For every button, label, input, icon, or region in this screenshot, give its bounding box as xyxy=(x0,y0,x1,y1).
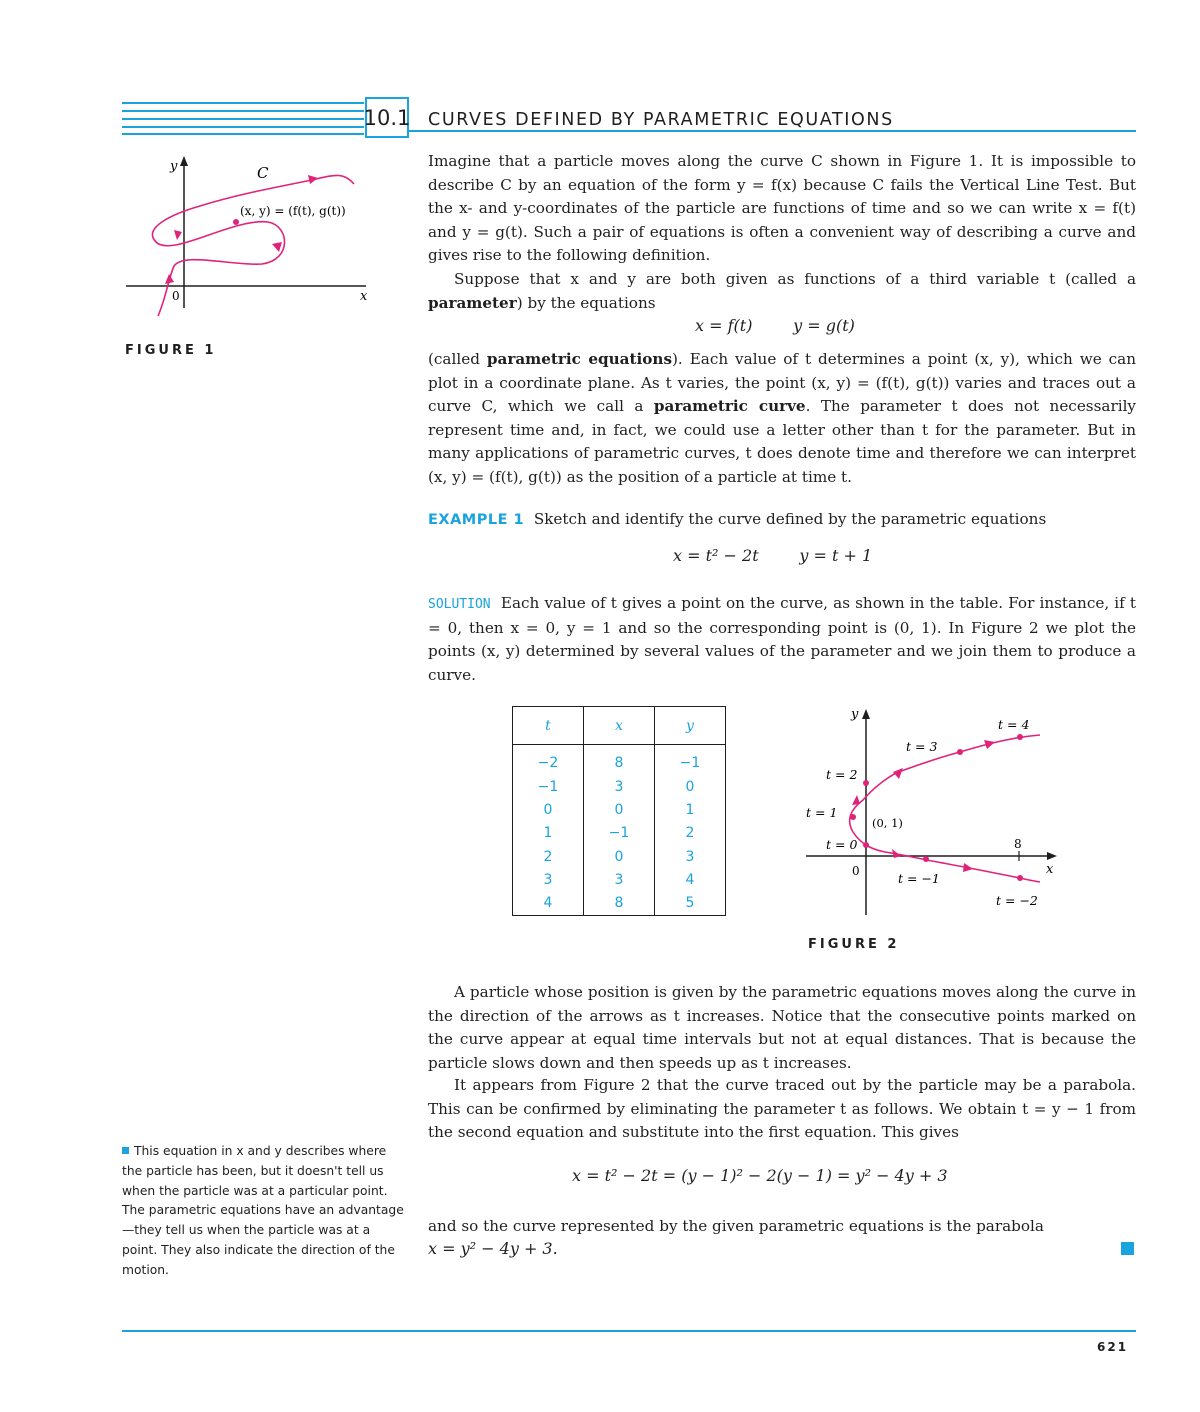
para2-pre: Suppose that x and y are both given as functions of a third variable t (called a xyxy=(454,270,1136,288)
fig1-arrow xyxy=(165,274,174,284)
table-cell: 5 xyxy=(655,892,726,916)
table-cell: 8 xyxy=(584,892,655,916)
equation-final: x = y² − 4y + 3. xyxy=(428,1239,558,1258)
paragraph-intro: Imagine that a particle moves along the curve C shown in Figure 1. It is impossible to describe C by an equation of the form y = f(x) because C fails the Vertical Line Test. But the x- and y-coordinates of the particle are functions of time and so we can write x = f(t) and y = g(t). Such a pair of equations is often a convenient way of describing a curve and gives rise to the following definition. xyxy=(428,152,1136,264)
fig2-point xyxy=(1017,875,1023,881)
fig2-point xyxy=(957,749,963,755)
fig1-curve-label: C xyxy=(257,164,269,182)
end-of-example-marker xyxy=(1121,1242,1134,1255)
paragraph-conclusion: and so the curve represented by the given parametric equations is the parabola xyxy=(428,1217,1044,1235)
section-title: CURVES DEFINED BY PARAMETRIC EQUATIONS xyxy=(428,110,894,130)
paragraph-direction: A particle whose position is given by the parametric equations moves along the curve in the direction of the arrows as t increases. Notice that the consecutive points marked on the curve appear at equal time intervals but not at equal distances. That is because the particle slows down and then speeds up as t increases. xyxy=(428,983,1136,1072)
para2-post: ) by the equations xyxy=(516,293,656,312)
figure-1 xyxy=(122,148,372,328)
header-rule xyxy=(122,126,364,128)
table-row xyxy=(513,745,726,775)
fig2-label-t2: t = 2 xyxy=(826,767,858,782)
page-number: 621 xyxy=(1097,1340,1129,1354)
header-rule xyxy=(122,118,364,120)
title-underline xyxy=(409,130,1136,132)
table-cell: 0 xyxy=(513,798,584,821)
equation-parametric-general: x = f(t) y = g(t) xyxy=(695,316,855,335)
table-cell: 4 xyxy=(655,868,726,891)
example-text: Sketch and identify the curve defined by the parametric equations xyxy=(533,510,1047,528)
fig1-point xyxy=(233,219,239,225)
table-cell: 0 xyxy=(584,845,655,868)
solution-heading: SOLUTION xyxy=(428,597,491,612)
fig2-label-t3: t = 3 xyxy=(906,739,938,754)
fig2-point xyxy=(923,856,929,862)
table-row xyxy=(513,822,726,845)
figure-2-label: FIGURE 2 xyxy=(808,937,900,952)
table-header: y xyxy=(655,707,726,745)
para3-post: . The parameter t does not necessarily represent time and, in fact, we could use a letter other than t for the parameter. But in many applications of parametric curves, t does denote time and therefore we can interpret (x, y) = (f(t), g(t)) as the position of a particle at time t. xyxy=(428,397,1137,486)
table-header-row xyxy=(513,707,726,745)
table-row xyxy=(513,892,726,916)
table-cell: 4 xyxy=(513,892,584,916)
table-cell: 0 xyxy=(584,798,655,821)
paragraph-parameter-def xyxy=(428,268,1136,315)
fig2-tick-label: 8 xyxy=(1014,837,1022,851)
fig2-arrow xyxy=(984,740,995,749)
header-rule xyxy=(122,110,364,112)
table-cell: 3 xyxy=(655,845,726,868)
fig2-point-label: (0, 1) xyxy=(872,816,903,830)
fig1-curve xyxy=(152,175,354,316)
equation-example-1: x = t² − 2t y = t + 1 xyxy=(673,546,873,565)
table-row xyxy=(513,845,726,868)
fig1-origin: 0 xyxy=(172,289,180,303)
footer-rule xyxy=(122,1330,1136,1332)
fig1-arrow xyxy=(174,230,182,240)
example-1 xyxy=(428,508,1136,533)
fig2-arrow xyxy=(852,795,860,805)
table-row xyxy=(513,868,726,891)
fig2-point xyxy=(863,780,869,786)
table-cell: 3 xyxy=(584,775,655,798)
table-cell: 2 xyxy=(513,845,584,868)
margin-note xyxy=(122,1142,407,1281)
table-row xyxy=(513,775,726,798)
fig2-parabola xyxy=(850,735,1040,882)
fig2-label-t0: t = 0 xyxy=(826,837,858,852)
example-heading: EXAMPLE 1 xyxy=(428,512,525,528)
table-cell: −2 xyxy=(513,745,584,775)
table-cell: 1 xyxy=(655,798,726,821)
note-bullet xyxy=(122,1147,129,1154)
fig1-y-label: y xyxy=(170,159,178,174)
section-number: 10.1 xyxy=(365,97,409,138)
table-cell: 2 xyxy=(655,822,726,845)
table-header: x xyxy=(584,707,655,745)
fig2-origin: 0 xyxy=(852,864,860,878)
table-cell: 3 xyxy=(584,868,655,891)
table-cell: −1 xyxy=(584,822,655,845)
fig2-label-t1: t = 1 xyxy=(806,805,838,820)
table-cell: −1 xyxy=(513,775,584,798)
table-header: t xyxy=(513,707,584,745)
table-cell: 0 xyxy=(655,775,726,798)
para3-bold2: parametric curve xyxy=(653,397,806,415)
fig1-arrow xyxy=(272,242,282,252)
table-cell: 1 xyxy=(513,822,584,845)
table-cell: 8 xyxy=(584,745,655,775)
fig2-x-label: x xyxy=(1046,862,1054,877)
solution-text: Each value of t gives a point on the curve, as shown in the table. For instance, if t = 0, then x = 0, y = 1 and so the corresponding point is (0, 1). In Figure 2 we plot the points (x, y) determined by several values of the parameter and we join them to produce a curve. xyxy=(428,594,1137,684)
figure-2 xyxy=(800,700,1070,920)
paragraph-eliminate: It appears from Figure 2 that the curve traced out by the particle may be a parabola. This can be confirmed by eliminating the parameter t as follows. We obtain t = y − 1 from the second equation and substitute into the first equation. This gives xyxy=(428,1076,1136,1141)
para3-bold1: parametric equations xyxy=(486,350,672,368)
fig2-point xyxy=(863,842,869,848)
header-rule xyxy=(122,102,364,104)
fig1-point-label: (x, y) = (f(t), g(t)) xyxy=(240,204,346,218)
figure-1-label: FIGURE 1 xyxy=(125,343,217,358)
para3-mid: ). Each value of t determines a point (x, y), which we can plot in a coordinate plane. As t varies, the point (x, y) = (f(t), g(t)) varies and traces out a curve C, which we call a xyxy=(428,350,1136,415)
para3-pre: (called xyxy=(428,350,487,368)
equation-elimination: x = t² − 2t = (y − 1)² − 2(y − 1) = y² − 4y + 3 xyxy=(572,1166,948,1185)
fig2-label-tm2: t = −2 xyxy=(996,893,1038,908)
fig1-x-label: x xyxy=(360,289,368,304)
table-cell: −1 xyxy=(655,745,726,775)
fig2-label-t4: t = 4 xyxy=(998,717,1030,732)
table-row xyxy=(513,798,726,821)
paragraph-parametric-curve xyxy=(428,348,1136,489)
margin-note-text: This equation in x and y describes where the particle has been, but it doesn't tell us when the particle was at a particular point. The parametric equations have an advantage—they tell us when the particle was at a point. They also indicate the direction of the motion. xyxy=(122,1144,404,1277)
header-rule xyxy=(122,133,364,135)
solution-paragraph xyxy=(428,592,1136,687)
fig2-point xyxy=(850,814,856,820)
fig2-arrow xyxy=(963,863,973,872)
fig2-y-label: y xyxy=(851,707,859,722)
para2-bold: parameter xyxy=(428,293,517,312)
values-table xyxy=(512,706,726,916)
table-cell: 3 xyxy=(513,868,584,891)
fig2-label-tm1: t = −1 xyxy=(898,871,940,886)
fig2-arrow xyxy=(893,768,903,779)
fig2-point xyxy=(1017,734,1023,740)
